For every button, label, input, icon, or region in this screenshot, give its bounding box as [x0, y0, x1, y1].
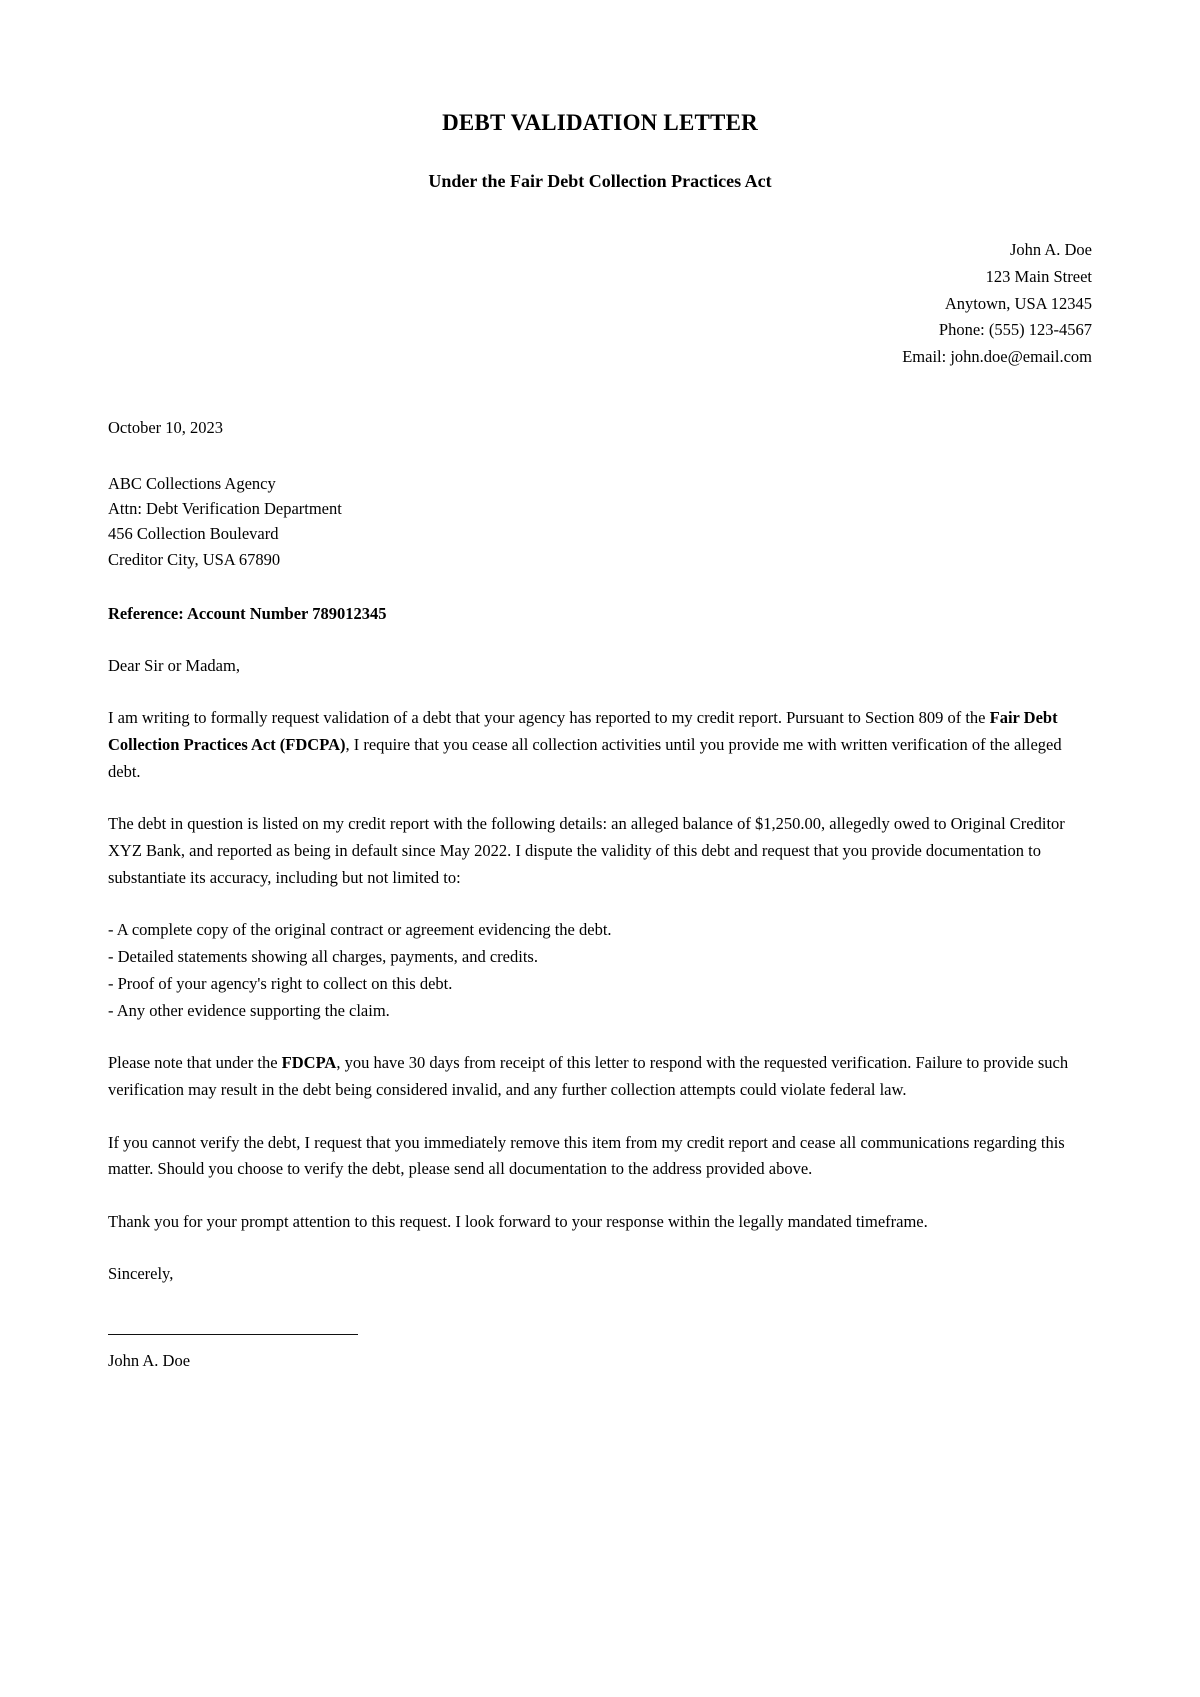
- paragraph-1-part-2: , I require that you cease all collection activities until you provide me with written verification of the alleged debt.: [108, 734, 1062, 781]
- recipient-company: ABC Collections Agency: [108, 474, 276, 494]
- documentation-request-list: [108, 917, 1092, 1024]
- recipient-street: 456 Collection Boulevard: [108, 524, 279, 544]
- salutation: Dear Sir or Madam,: [108, 656, 240, 676]
- paragraph-thank-you: Thank you for your prompt attention to this request. I look forward to your response within the legally mandated timeframe.: [108, 1212, 928, 1232]
- sender-name: John A. Doe: [1009, 240, 1092, 260]
- paragraph-3-bold-fdcpa: FDCPA: [281, 1053, 337, 1073]
- paragraph-request-validation: [108, 705, 1092, 785]
- page-subtitle: Under the Fair Debt Collection Practices Act: [428, 170, 772, 191]
- recipient-city-state-zip: Creditor City, USA 67890: [108, 549, 281, 569]
- list-item: - A complete copy of the original contract or agreement evidencing the debt.: [108, 920, 612, 940]
- signature-line: [108, 1333, 358, 1335]
- list-item: - Any other evidence supporting the claim.: [108, 1000, 390, 1020]
- closing-salutation: Sincerely,: [108, 1263, 174, 1283]
- paragraph-thirty-day-notice: [108, 1050, 1092, 1103]
- paragraph-1-part-1: I am writing to formally request validation of a debt that your agency has reported to my credit report. Pursuant to Section 809 of the: [108, 708, 990, 728]
- paragraph-3-part-1: Please note that under the: [108, 1053, 282, 1073]
- paragraph-1-bold-fdcpa: Fair Debt Collection Practices Act (FDCPA): [108, 708, 1058, 754]
- list-item: - Detailed statements showing all charges, payments, and credits.: [108, 947, 538, 967]
- letter-date: October 10, 2023: [108, 417, 224, 437]
- signature-name: John A. Doe: [108, 1350, 191, 1370]
- list-item: - Proof of your agency's right to collect on this debt.: [108, 973, 453, 993]
- sender-phone: Phone: (555) 123-4567: [938, 320, 1092, 340]
- sender-street: 123 Main Street: [985, 267, 1092, 286]
- page-title: DEBT VALIDATION LETTER: [442, 110, 758, 135]
- paragraph-removal-request: If you cannot verify the debt, I request that you immediately remove this item from my credit report and cease all communications regarding this matter. Should you choose to verify the debt, please send all documentation to the address provided above.: [108, 1132, 1065, 1179]
- sender-address-block: [108, 237, 1092, 371]
- sender-email: Email: john.doe@email.com: [902, 347, 1092, 367]
- paragraph-debt-details: The debt in question is listed on my credit report with the following details: an alleged balance of $1,250.00, allegedly owed to Original Creditor XYZ Bank, and reported as being in default since May 2022. I dispute the validity of this debt and request that you provide documentation to substantiate its accuracy, including but not limited to:: [108, 814, 1065, 887]
- recipient-address-block: [108, 471, 1092, 571]
- sender-city-state-zip: Anytown, USA 12345: [944, 293, 1092, 313]
- reference-account-number: Reference: Account Number 789012345: [108, 603, 387, 623]
- paragraph-3-part-2: , you have 30 days from receipt of this letter to respond with the requested verification. Failure to provide such verification may result in the debt being considered invalid, and any further collection attempts could violate federal law.: [108, 1053, 1069, 1099]
- recipient-attention: Attn: Debt Verification Department: [108, 499, 342, 519]
